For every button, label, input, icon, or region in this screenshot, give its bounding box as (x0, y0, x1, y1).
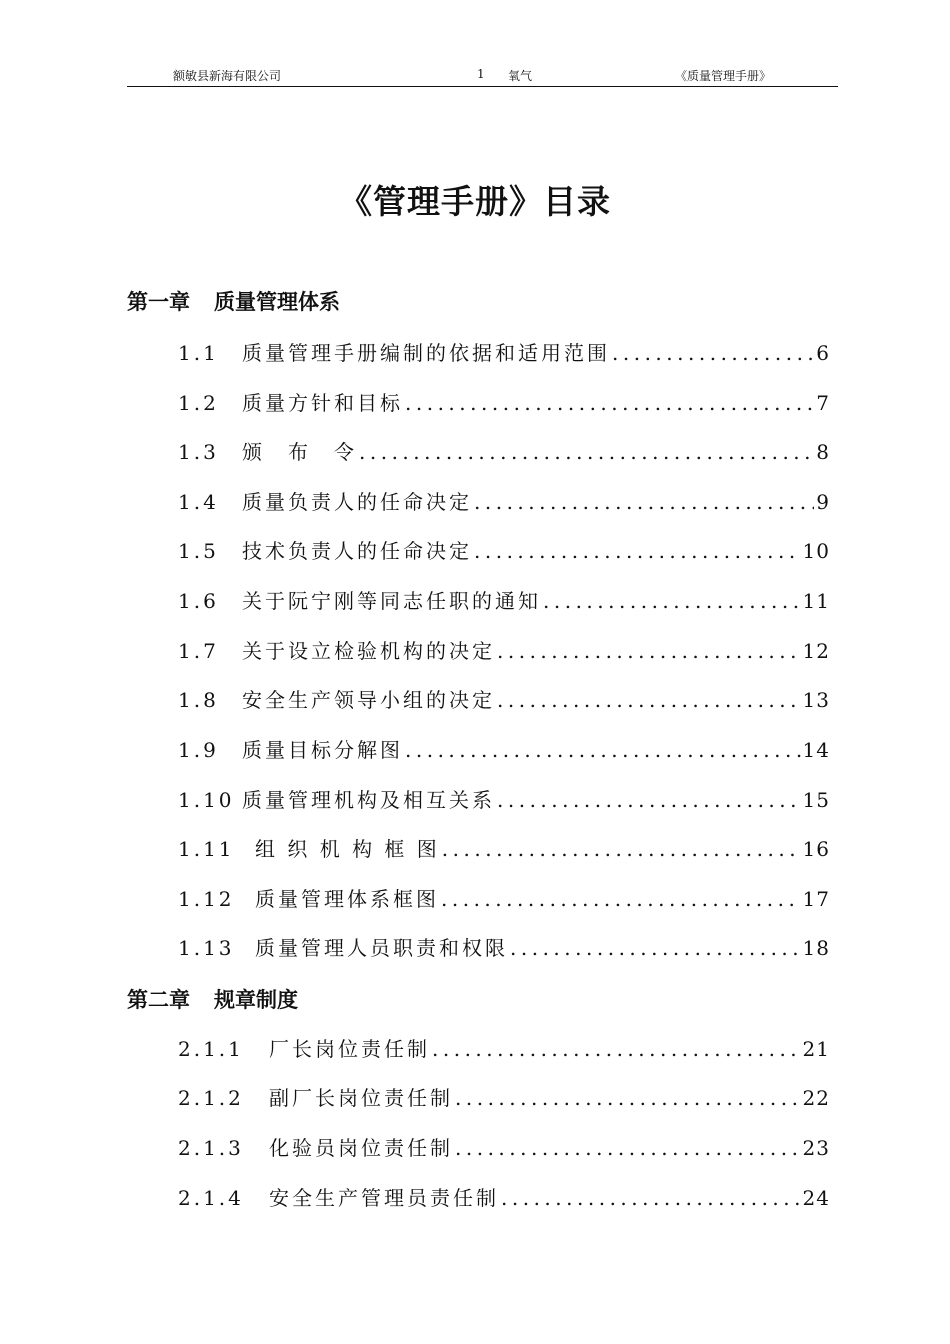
toc-entry[interactable] (178, 436, 830, 466)
dot-leader (455, 1136, 801, 1160)
entry-number: 1.7 (178, 639, 219, 663)
entry-label: 化验员岗位责任制 (269, 1136, 453, 1160)
dot-leader (543, 589, 801, 613)
toc-entry[interactable] (178, 1033, 830, 1063)
entry-number: 1.3 (178, 440, 219, 464)
entry-label: 副厂长岗位责任制 (269, 1086, 453, 1110)
toc-entry[interactable] (178, 387, 830, 417)
entry-page: 11 (802, 589, 830, 613)
toc-entry[interactable] (178, 337, 830, 367)
toc-entry[interactable] (178, 784, 830, 814)
entry-page: 22 (802, 1086, 830, 1110)
toc-entry[interactable] (178, 535, 830, 565)
entry-page: 8 (816, 440, 830, 464)
entry-label: 质量管理手册编制的依据和适用范围 (242, 341, 610, 365)
dot-leader (497, 688, 801, 712)
dot-leader (501, 1186, 801, 1210)
dot-leader (455, 1086, 801, 1110)
entry-label: 质量管理机构及相互关系 (242, 788, 495, 812)
entry-label: 厂长岗位责任制 (269, 1037, 430, 1061)
dot-leader (441, 887, 801, 911)
entry-number: 1.1 (178, 341, 219, 365)
chapter-number: 第二章 (127, 988, 190, 1012)
entry-number: 2.1.2 (178, 1086, 244, 1110)
dot-leader (442, 837, 801, 861)
entry-page: 23 (802, 1136, 830, 1160)
entry-label: 关于设立检验机构的决定 (242, 639, 495, 663)
chapter-1-heading (127, 286, 340, 316)
page-header (127, 64, 838, 87)
entry-page: 18 (802, 936, 830, 960)
entry-page: 7 (816, 391, 830, 415)
entry-number: 1.2 (178, 391, 219, 415)
entry-page: 10 (802, 539, 830, 563)
toc-entry[interactable] (178, 734, 830, 764)
page-title: 《管理手册》目录 (339, 182, 611, 221)
entry-number: 2.1.1 (178, 1037, 244, 1061)
entry-page: 24 (802, 1186, 830, 1210)
entry-label: 质量管理体系框图 (255, 887, 439, 911)
toc-entry[interactable] (178, 684, 830, 714)
toc-entry[interactable] (178, 833, 830, 863)
entry-number: 1.5 (178, 539, 219, 563)
entry-label: 安全生产管理员责任制 (269, 1186, 499, 1210)
entry-number: 1.13 (178, 936, 235, 960)
entry-number: 1.10 (178, 788, 235, 812)
entry-page: 13 (802, 688, 830, 712)
header-manual-name: 《质量管理手册》 (675, 69, 772, 83)
dot-leader (474, 539, 801, 563)
entry-label: 关于阮宁刚等同志任职的通知 (242, 589, 541, 613)
toc-entry[interactable] (178, 486, 830, 516)
toc-entry[interactable] (178, 883, 830, 913)
chapter-title: 规章制度 (214, 988, 298, 1012)
entry-number: 1.6 (178, 589, 219, 613)
entry-number: 1.11 (178, 837, 235, 861)
header-product: 氧气 (508, 69, 533, 83)
toc-entry[interactable] (178, 1182, 830, 1212)
entry-page: 21 (802, 1037, 830, 1061)
entry-label: 技术负责人的任命决定 (242, 539, 472, 563)
dot-leader (359, 440, 814, 464)
dot-leader (405, 391, 814, 415)
chapter-2-heading (127, 984, 298, 1014)
header-page-number: 1 (477, 67, 485, 81)
entry-page: 16 (802, 837, 830, 861)
entry-page: 12 (802, 639, 830, 663)
dot-leader (432, 1037, 801, 1061)
entry-label: 质量目标分解图 (242, 738, 403, 762)
entry-label: 组 织 机 构 框 图 (255, 837, 440, 861)
toc-entry[interactable] (178, 1082, 830, 1112)
entry-number: 1.8 (178, 688, 219, 712)
dot-leader (497, 788, 801, 812)
dot-leader (510, 936, 801, 960)
header-company: 额敏县新海有限公司 (173, 69, 282, 83)
dot-leader (612, 341, 814, 365)
toc-entry[interactable] (178, 635, 830, 665)
entry-number: 2.1.4 (178, 1186, 244, 1210)
entry-label: 质量方针和目标 (242, 391, 403, 415)
entry-page: 6 (816, 341, 830, 365)
entry-label: 质量管理人员职责和权限 (255, 936, 508, 960)
dot-leader (497, 639, 801, 663)
entry-label: 安全生产领导小组的决定 (242, 688, 495, 712)
dot-leader (474, 490, 814, 514)
entry-page: 14 (802, 738, 830, 762)
entry-number: 1.4 (178, 490, 219, 514)
entry-label: 质量负责人的任命决定 (242, 490, 472, 514)
dot-leader (405, 738, 801, 762)
entry-page: 9 (816, 490, 830, 514)
entry-label: 颁 布 令 (242, 440, 357, 464)
toc-entry[interactable] (178, 932, 830, 962)
chapter-number: 第一章 (127, 290, 190, 314)
entry-number: 2.1.3 (178, 1136, 244, 1160)
entry-page: 15 (802, 788, 830, 812)
toc-entry[interactable] (178, 585, 830, 615)
toc-entry[interactable] (178, 1132, 830, 1162)
chapter-title: 质量管理体系 (214, 290, 340, 314)
entry-number: 1.12 (178, 887, 235, 911)
entry-number: 1.9 (178, 738, 219, 762)
entry-page: 17 (802, 887, 830, 911)
